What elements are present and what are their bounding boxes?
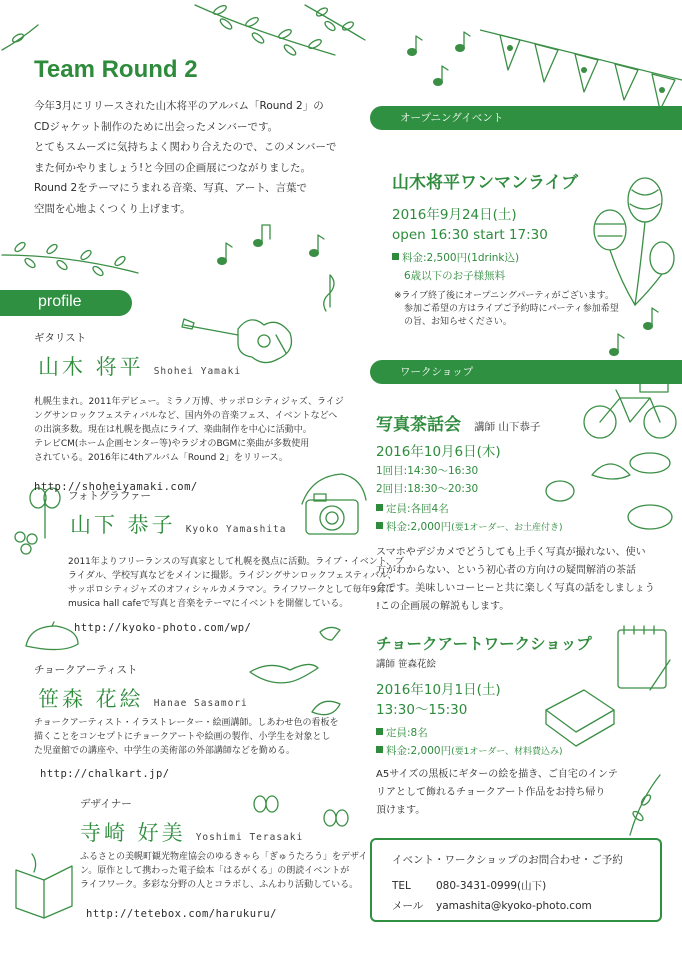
member-bio: 札幌生まれ。2011年デビュー。ミラノ万博、サッポロシティジャズ、ライジ ングサンロックフェスティバルなど、国内外の音楽フェス、イベントなどへ の出演多数。現在は札幌を拠点にライブ、楽曲制作を中心に活動中。 テレビCM(ホーム企画センター等)やラジオのBGMに楽曲が多数使用 されている。2016年に4thアルバム「Round 2」をリリース。	[34, 397, 344, 463]
contact-heading: イベント・ワークショップのお問合わせ・ご予約	[392, 854, 623, 866]
member-profile	[34, 330, 364, 493]
workshop-teacher: 講師 山下恭子	[474, 421, 541, 433]
photo-workshop-description: スマホやデジカメでどうしても上手く写真が撮れない、使い 方がわからない、という初心者の方向けの疑問解消の茶話 会です。美味しいコーヒーと共に楽しく写真の話をしましょう !この企画展の解説もします。	[376, 547, 655, 612]
bunting-flags-icon	[480, 0, 682, 120]
workshop-label: ワークショップ	[400, 366, 474, 378]
workshop-fee: 料金:2,000円(要1オーダー、材料費込み)	[376, 742, 676, 761]
opening-section-header	[370, 106, 682, 130]
member-name: 山下 恭子	[70, 513, 176, 537]
member-roman-name: Hanae Sasamori	[153, 698, 248, 709]
flower-icon	[8, 525, 48, 565]
contact-tel: TEL 080-3431-0999(山下)	[392, 880, 547, 892]
leaf-vine-icon	[0, 225, 140, 280]
profile-section-header	[0, 290, 132, 316]
member-roman-name: Kyoko Yamashita	[185, 524, 287, 535]
workshop-title: チョークアートワークショップ	[376, 635, 592, 653]
chalk-workshop-description: A5サイズの黒板にギターの絵を描き、ご自宅のインテ リアとして飾れるチョークアート作品をお持ち帰り 頂けます。	[376, 769, 618, 816]
workshop-session: 2回目:18:30〜20:30	[376, 483, 479, 495]
workshop-date: 2016年10月1日(土)	[376, 682, 501, 698]
member-role: デザイナー	[80, 798, 132, 810]
workshop-date: 2016年10月6日(木)	[376, 444, 501, 460]
event-fee: 料金:2,500円(1drink込)	[392, 249, 672, 267]
event-title: 山木将平ワンマンライブ	[392, 173, 578, 193]
workshop-capacity: 定員:各回4名	[376, 500, 676, 518]
member-roman-name: Yoshimi Terasaki	[195, 832, 304, 843]
intro-text: 今年3月にリリースされた山木将平のアルバム「Round 2」の CDジャケット制作のために出会ったメンバーです。 とてもスムーズに気持ちよく関わり合えたので、このメンバーで また何かやりましょう!と今回の企画展につながりました。 Round 2をテーマにうまれる音楽、写真、アート、言葉で 空間を心地よくつくり上げます。	[34, 100, 337, 215]
book-icon	[10, 850, 80, 920]
member-url-link[interactable]: http://kyoko-photo.com/wp/	[74, 622, 252, 634]
member-name: 笹森 花絵	[38, 687, 144, 711]
workshop-section-header	[370, 360, 682, 384]
workshop-session: 1回目:14:30〜16:30	[376, 465, 479, 477]
workshop-time: 13:30〜15:30	[376, 702, 468, 718]
leaf-vine-icon	[300, 0, 370, 60]
member-role: チョークアーティスト	[34, 664, 138, 676]
event-time: open 16:30 start 17:30	[392, 227, 548, 243]
workshop-teacher: 講師 笹森花絵	[376, 659, 437, 670]
beret-icon	[22, 620, 82, 660]
contact-mail: メール yamashita@kyoko-photo.com	[392, 900, 592, 912]
event-fee-note: 6歳以下のお子様無料	[404, 270, 506, 282]
member-role: フォトグラファー	[68, 490, 152, 502]
member-bio: ふるさとの美幌町観光物産協会のゆるきゃら「ぎゅうたろう」をデザイ ン。原作として携わった電子絵本「はるがくる」の朗読イベントが ライフワーク。多彩な分野の人とコラボし、ふんわり活動している。	[80, 852, 368, 890]
music-note-icon	[400, 30, 480, 100]
member-role: ギタリスト	[34, 332, 87, 344]
member-name: 山木 将平	[38, 355, 144, 379]
contact-box	[370, 838, 662, 922]
member-profile	[68, 488, 368, 539]
member-name: 寺崎 好美	[80, 821, 186, 845]
leaf-vine-icon	[0, 20, 40, 60]
page-title: Team Round 2	[34, 56, 198, 83]
member-url-link[interactable]: http://shoheiyamaki.com/	[34, 481, 198, 493]
member-bio: 2011年よりフリーランスの写真家として札幌を拠点に活動。ライブ・イベント、ブ ライダル、学校写真などをメインに撮影。ライジングサンロックフェスティバル、 サッポロシティジャズのオフィシャルカメラマン。ライフワークとして毎年9月に musica hall cafeで写真と音楽をテーマにイベントを開催している。	[68, 557, 404, 609]
opening-event	[392, 168, 672, 285]
music-note-icon	[210, 215, 345, 315]
member-profile	[34, 662, 334, 713]
workshop-title: 写真茶話会	[376, 415, 461, 435]
opening-note: ※ライブ終了後にオープニングパーティがございます。 参加ご希望の方はライブご予約時にパーティ参加希望 の旨、お知らせください。	[394, 291, 619, 327]
contact-tel-number[interactable]: 080-3431-0999(山下)	[436, 880, 547, 892]
chalk-workshop	[376, 632, 676, 761]
member-roman-name: Shohei Yamaki	[153, 366, 242, 377]
leaf-vine-icon	[620, 770, 670, 840]
photo-workshop	[376, 410, 676, 537]
contact-mail-address[interactable]: yamashita@kyoko-photo.com	[436, 900, 592, 912]
member-profile	[80, 796, 370, 847]
profile-label: profile	[38, 293, 82, 310]
event-date: 2016年9月24日(土)	[392, 207, 517, 223]
member-url-link[interactable]: http://chalkart.jp/	[40, 768, 170, 780]
workshop-capacity: 定員:8名	[376, 724, 676, 742]
workshop-fee: 料金:2,000円(要1オーダー、お土産付き)	[376, 518, 676, 537]
opening-label: オープニングイベント	[400, 112, 504, 124]
member-url-link[interactable]: http://tetebox.com/harukuru/	[86, 908, 278, 920]
member-bio: チョークアーティスト・イラストレーター・絵画講師。しあわせ色の看板を 描くことをコンセプトにチョークアートや絵画の製作、小学生を対象とし た児童館での講座や、中学生の美術部の外部講師などを勤める。	[34, 718, 339, 756]
